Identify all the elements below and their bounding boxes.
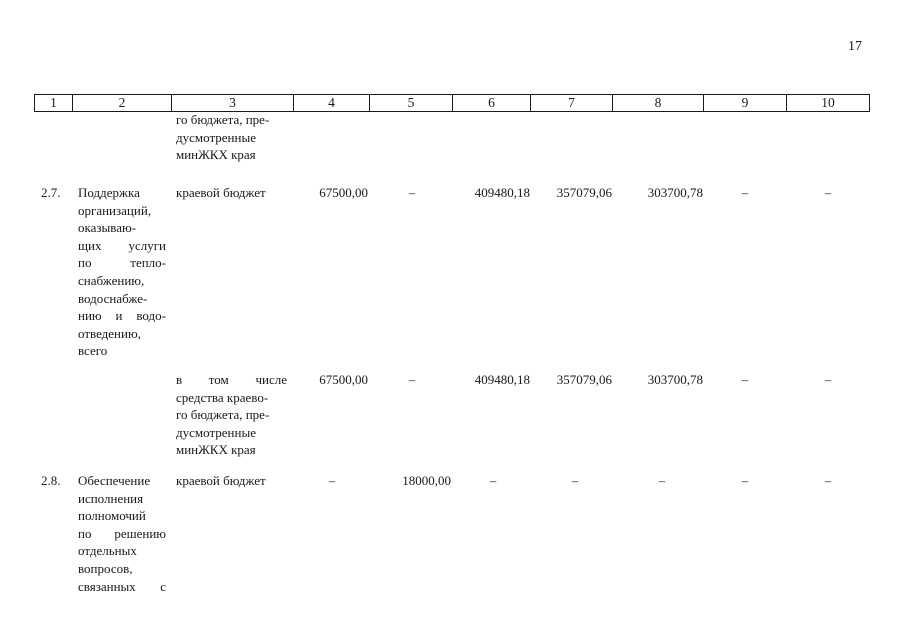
cell-line: Поддержка: [78, 185, 140, 200]
row-27b-col5: –: [408, 372, 416, 387]
row-28-col9: –: [741, 473, 749, 488]
cell-line: средства краево-: [176, 389, 269, 405]
cell-line: снабжению,: [78, 272, 145, 288]
header-cell-3: 3: [171, 95, 293, 111]
row-28-col10: –: [824, 473, 832, 488]
row-27-col5: –: [408, 185, 416, 200]
cell-line: го бюджета, пре-: [176, 407, 270, 423]
row-27b-col8: 303700,78: [647, 372, 703, 387]
cell-line: полномочий: [78, 508, 146, 524]
row-28-col6: –: [489, 473, 497, 488]
row-28-col5: 18000,00: [402, 473, 451, 488]
row-27-col6: 409480,18: [474, 185, 530, 200]
row-28-col8: –: [658, 473, 666, 488]
header-cell-4: 4: [293, 95, 369, 111]
row-27b-col9: –: [741, 372, 749, 387]
row-27-col10: –: [824, 185, 832, 200]
cell-line: минЖКХ края: [176, 442, 256, 458]
row-27-col7: 357079,06: [556, 185, 612, 200]
cell-line: Обеспечение: [78, 473, 151, 488]
row-27b-col4: 67500,00: [319, 372, 368, 387]
header-cell-5: 5: [369, 95, 452, 111]
row-27b-col10: –: [824, 372, 832, 387]
row-27-number: 2.7.: [41, 185, 61, 200]
row-27-col3: краевой бюджет: [176, 185, 266, 200]
cell-line: водоснабже-: [78, 290, 148, 306]
cell-line: щих услуги: [78, 237, 166, 253]
cell-line: го бюджета, пре-: [176, 112, 270, 127]
cell-line: исполнения: [78, 490, 144, 506]
cell-line: дусмотренные: [176, 129, 256, 145]
row-28-col3: краевой бюджет: [176, 473, 266, 488]
row-27b-col7: 357079,06: [556, 372, 612, 387]
row-28-col4: –: [328, 473, 336, 488]
row-28-col7: –: [571, 473, 579, 488]
row-28-number: 2.8.: [41, 473, 61, 488]
page-number: 17: [848, 39, 862, 54]
cell-line: оказываю-: [78, 220, 137, 236]
cell-line: нию и водо-: [78, 308, 166, 324]
cell-line: всего: [78, 343, 108, 359]
row-27b-col6: 409480,18: [474, 372, 530, 387]
header-cell-6: 6: [452, 95, 530, 111]
cell-line: связанных с: [78, 578, 166, 594]
cell-line: отведению,: [78, 325, 141, 341]
row-27-col2: [78, 184, 166, 360]
row-cont-col3: [176, 111, 287, 164]
row-27-col4: 67500,00: [319, 185, 368, 200]
cell-line: организаций,: [78, 202, 152, 218]
table-header: [34, 94, 870, 112]
header-cell-9: 9: [703, 95, 786, 111]
header-cell-7: 7: [530, 95, 612, 111]
cell-line: отдельных: [78, 543, 137, 559]
cell-line: по решению: [78, 525, 166, 541]
cell-line: дусмотренные: [176, 424, 256, 440]
header-cell-8: 8: [612, 95, 703, 111]
row-27-col9: –: [741, 185, 749, 200]
cell-line: минЖКХ края: [176, 147, 256, 163]
cell-line: вопросов,: [78, 560, 133, 576]
row-28-col2: [78, 472, 166, 595]
row-27b-col3: [176, 371, 287, 459]
header-cell-1: 1: [50, 95, 57, 110]
row-27-col8: 303700,78: [647, 185, 703, 200]
header-cell-2: 2: [72, 95, 171, 111]
cell-line: в том числе: [176, 372, 287, 387]
cell-line: по тепло-: [78, 255, 166, 271]
header-cell-10: 10: [786, 95, 869, 111]
